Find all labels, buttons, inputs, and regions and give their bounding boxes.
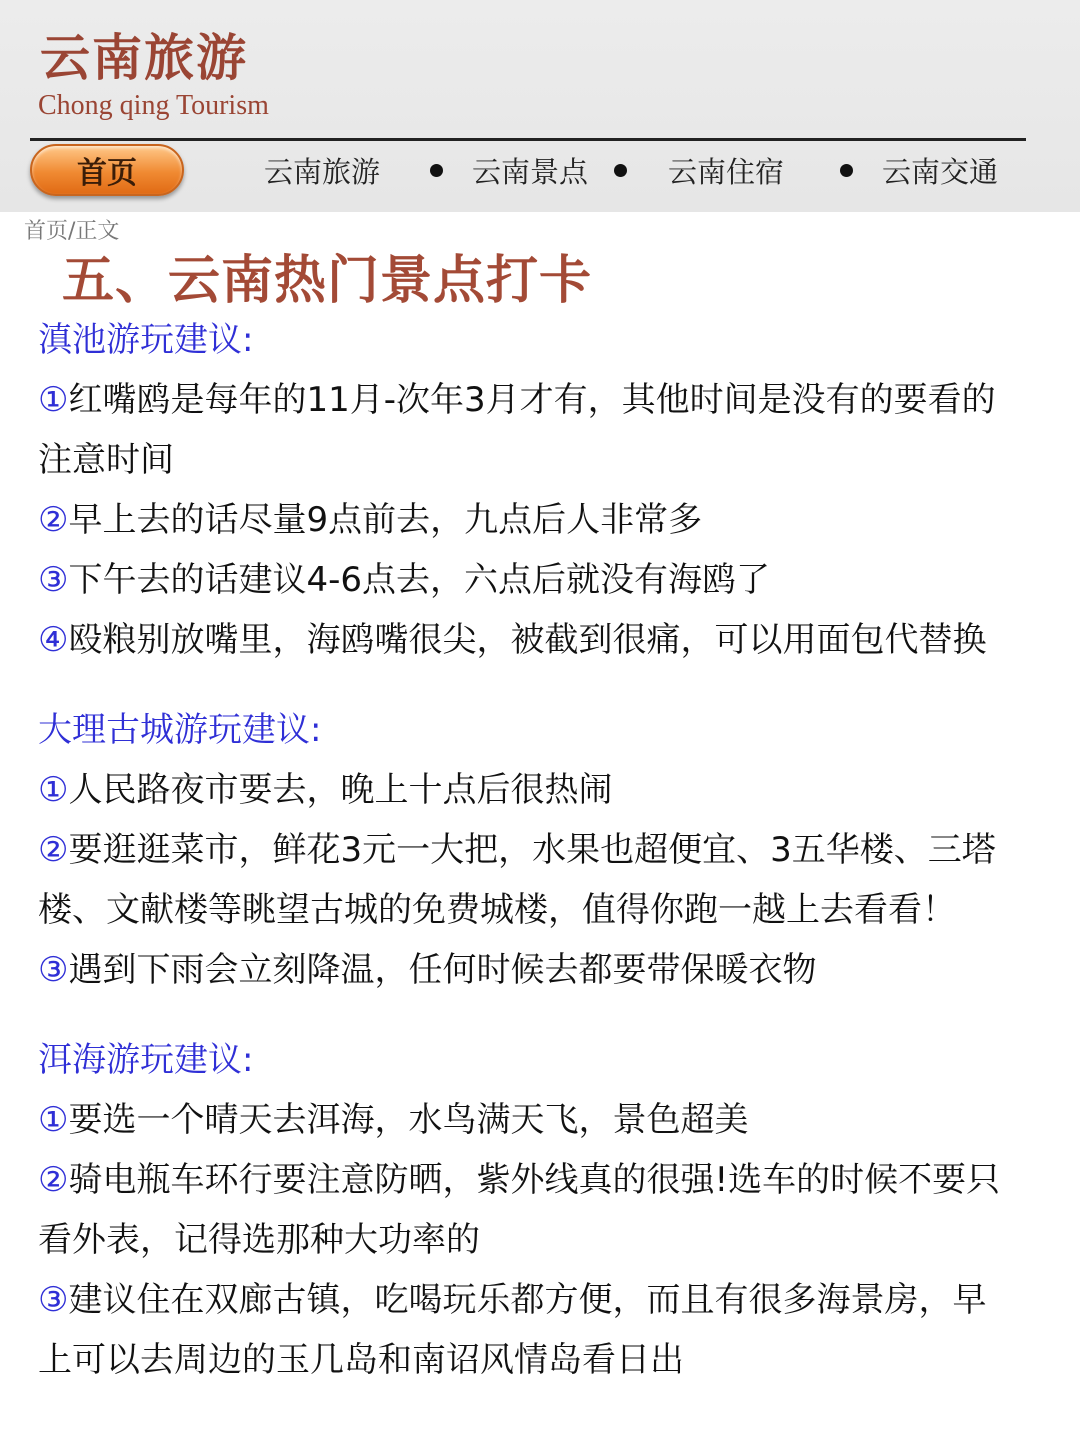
tip-text: 看外表，记得选那种大功率的 <box>38 1220 480 1260</box>
article-body <box>38 310 1078 1390</box>
tip-number: ③ <box>38 950 69 990</box>
breadcrumb[interactable]: 首页/正文 <box>24 219 120 244</box>
tip-text: 注意时间 <box>38 440 174 480</box>
tip-line <box>38 370 1078 430</box>
tip-text: 殴粮别放嘴里，海鸥嘴很尖，被截到很痛，可以用面包代替换 <box>68 620 987 660</box>
tip-number: ② <box>38 830 69 870</box>
tip-text: 人民路夜市要去，晚上十点后很热闹 <box>68 770 613 810</box>
tip-line <box>38 1330 1078 1390</box>
tip-line <box>38 490 1078 550</box>
tip-number: ③ <box>38 1280 69 1320</box>
section-heading-erhai: 洱海游玩建议: <box>38 1040 254 1080</box>
tip-number: ② <box>38 1160 69 1200</box>
tip-line <box>38 880 1078 940</box>
nav-item-yunnan-lodging[interactable]: 云南住宿 <box>668 155 785 189</box>
section-gap <box>38 1000 1078 1030</box>
tip-line <box>38 610 1078 670</box>
tip-number: ① <box>38 1100 69 1140</box>
tip-line <box>38 940 1078 1000</box>
tip-line <box>38 820 1078 880</box>
tip-number: ④ <box>38 620 69 660</box>
tip-text: 早上去的话尽量9点前去，九点后人非常多 <box>68 500 703 540</box>
section-gap <box>38 670 1078 700</box>
tip-text: 下午去的话建议4-6点去，六点后就没有海鸥了 <box>68 560 771 600</box>
tip-text: 要选一个晴天去洱海，水鸟满天飞，景色超美 <box>68 1100 749 1140</box>
tip-text: 骑电瓶车环行要注意防晒，紫外线真的很强!选车的时候不要只 <box>68 1160 1001 1200</box>
tip-line <box>38 550 1078 610</box>
tip-number: ③ <box>38 560 69 600</box>
nav-item-yunnan-attractions[interactable]: 云南景点 <box>472 155 589 189</box>
site-header <box>0 0 1080 212</box>
header-divider <box>30 138 1026 141</box>
nav-separator-dot <box>430 164 443 177</box>
tip-number: ① <box>38 770 69 810</box>
site-logo-title[interactable]: 云南旅游 <box>40 28 248 87</box>
tip-line <box>38 760 1078 820</box>
tip-line <box>38 1090 1078 1150</box>
tip-text: 红嘴鸥是每年的11月-次年3月才有，其他时间是没有的要看的 <box>68 380 996 420</box>
tip-text: 建议住在双廊古镇，吃喝玩乐都方便，而且有很多海景房，早 <box>68 1280 987 1320</box>
nav-separator-dot <box>840 164 853 177</box>
nav-item-yunnan-transport[interactable]: 云南交通 <box>882 155 999 189</box>
nav-separator-dot <box>614 164 627 177</box>
site-logo-subtitle: Chong qing Tourism <box>38 90 269 121</box>
nav-item-yunnan-travel[interactable]: 云南旅游 <box>264 155 381 189</box>
tip-text: 要逛逛菜市，鲜花3元一大把，水果也超便宜、3五华楼、三塔 <box>68 830 996 870</box>
tip-text: 上可以去周边的玉几岛和南诏风情岛看日出 <box>38 1340 684 1380</box>
tip-line <box>38 1210 1078 1270</box>
tip-line <box>38 430 1078 490</box>
section-heading-dali: 大理古城游玩建议: <box>38 710 322 750</box>
tip-line <box>38 1270 1078 1330</box>
tip-text: 楼、文献楼等眺望古城的免费城楼，值得你跑一越上去看看！ <box>38 890 956 930</box>
tip-number: ② <box>38 500 69 540</box>
nav-home-button[interactable]: 首页 <box>30 144 184 196</box>
tip-number: ① <box>38 380 69 420</box>
tip-line <box>38 1150 1078 1210</box>
section-heading-dianchi: 滇池游玩建议: <box>38 320 254 360</box>
page-title: 五、云南热门景点打卡 <box>62 251 593 311</box>
tip-text: 遇到下雨会立刻降温，任何时候去都要带保暖衣物 <box>68 950 817 990</box>
